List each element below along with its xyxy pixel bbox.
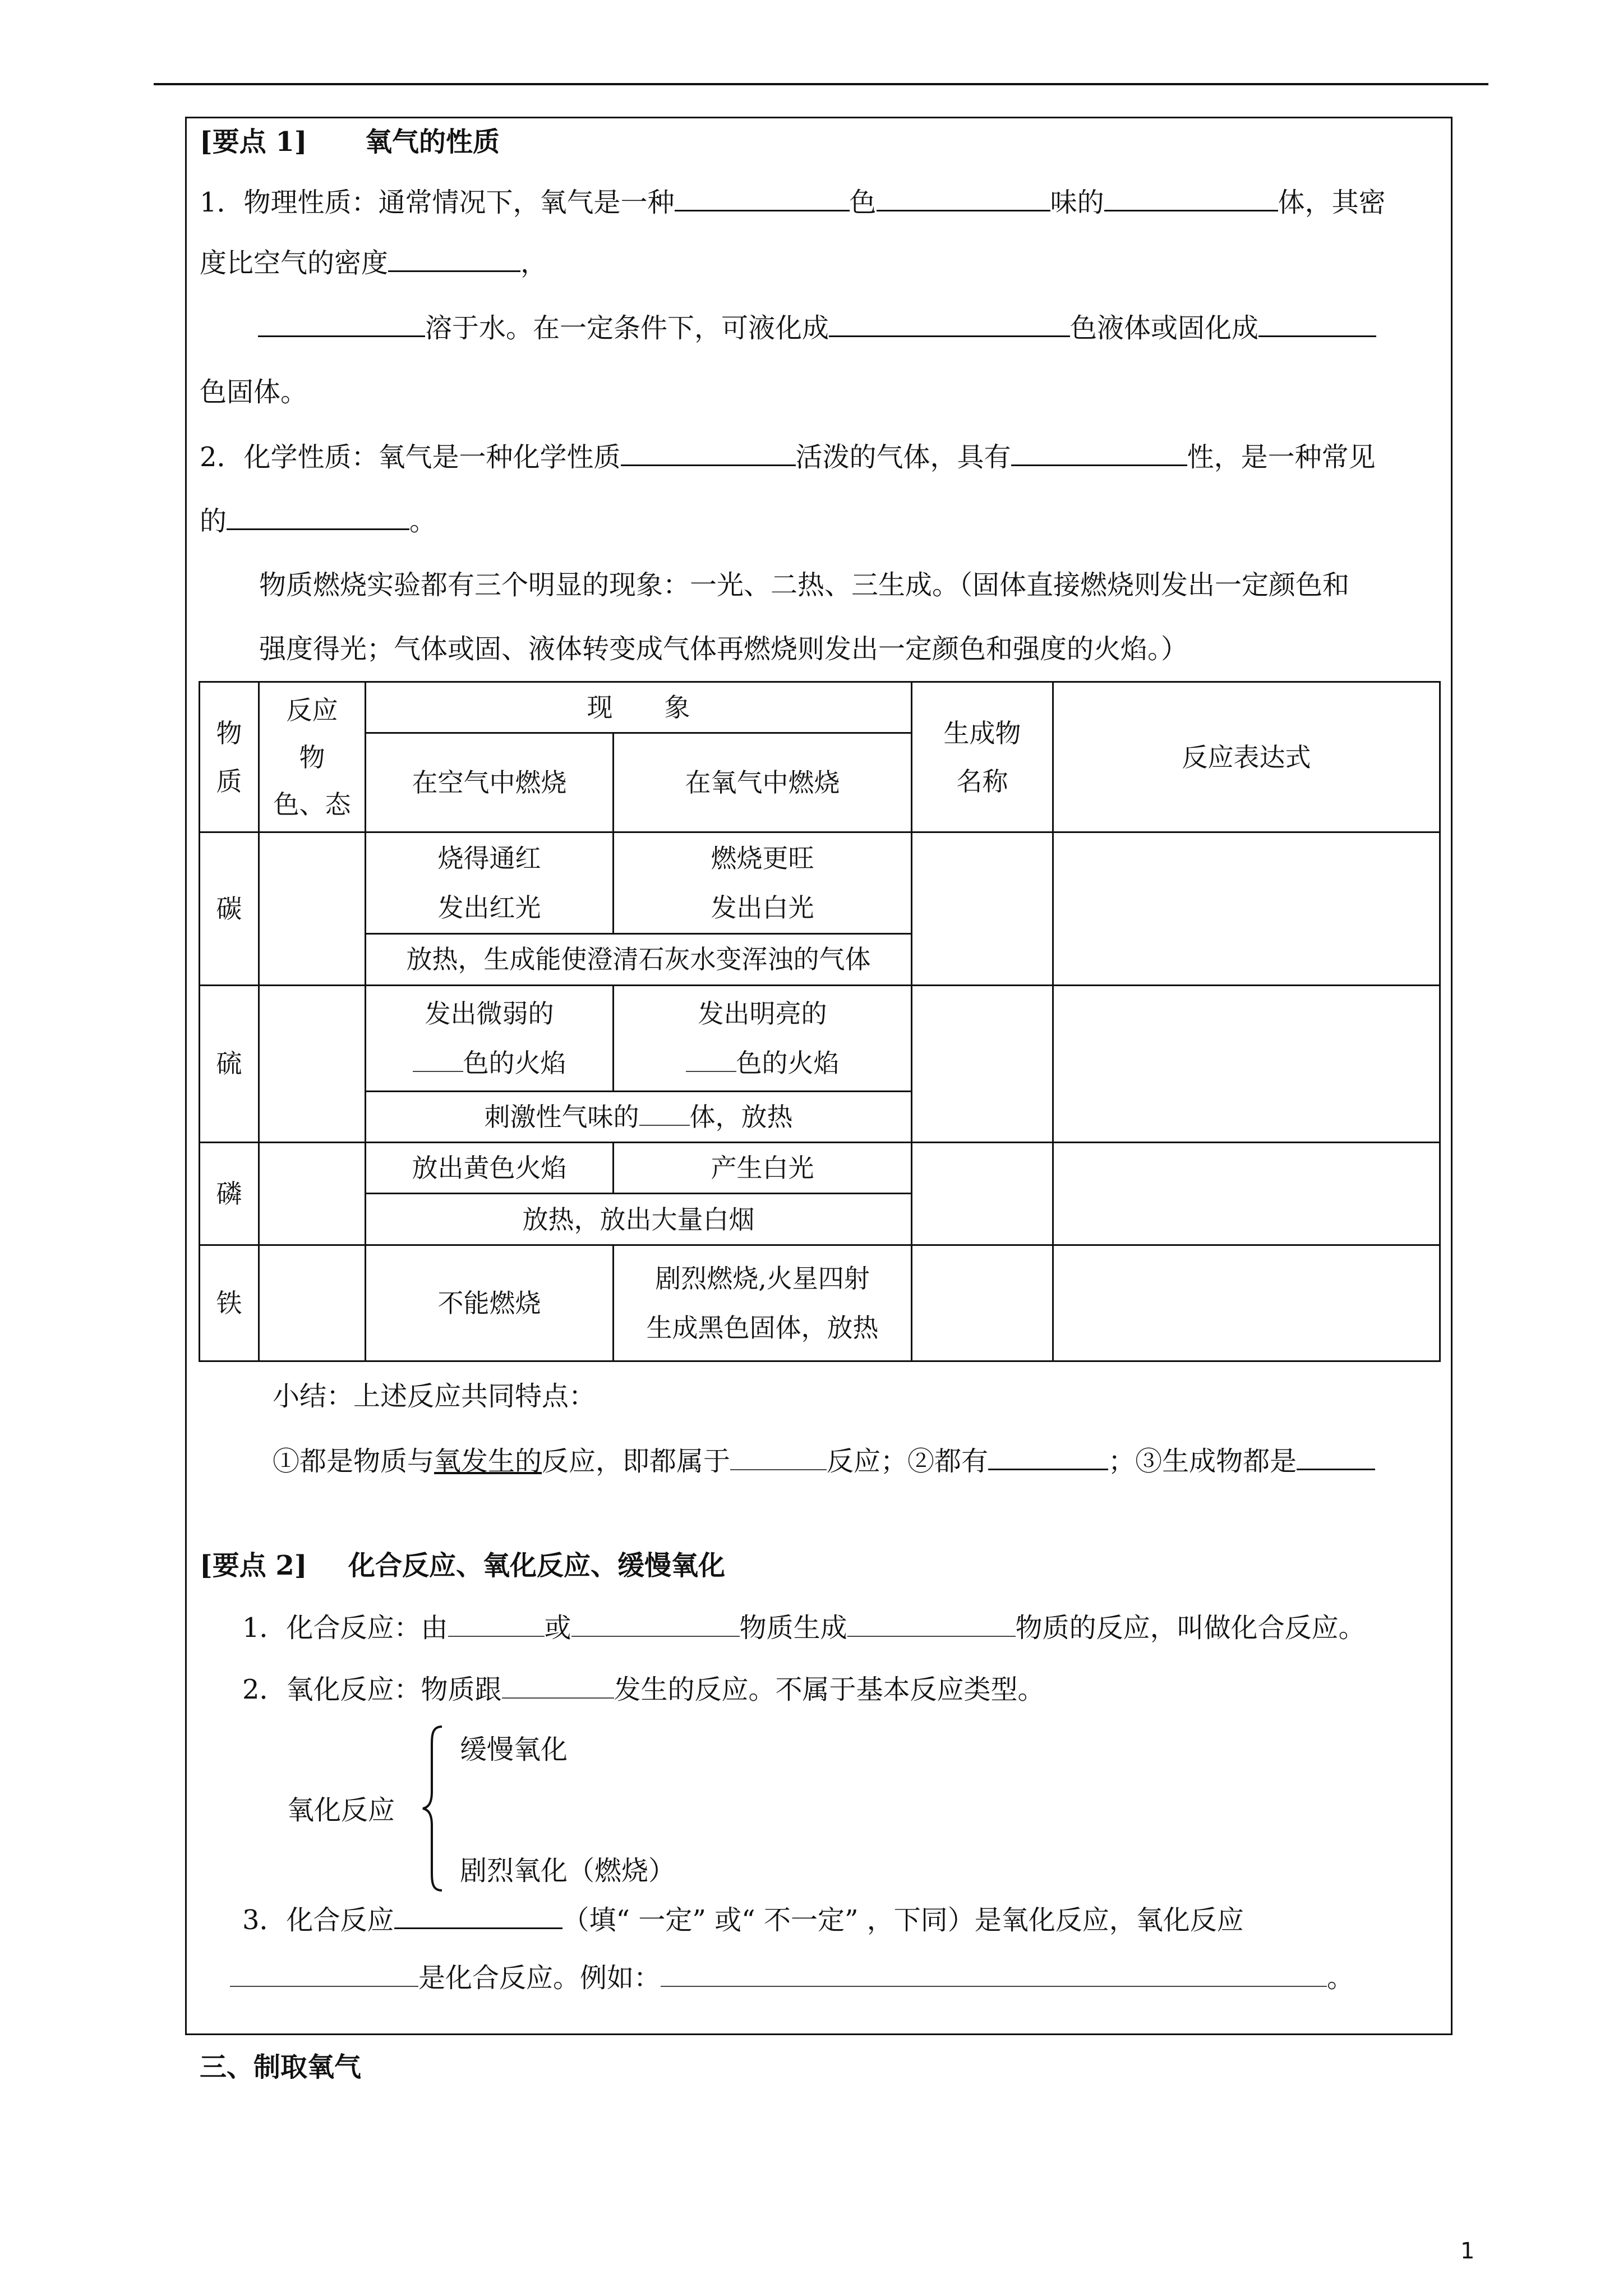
summary-text-d: 反应；②都有: [827, 1446, 989, 1477]
key1-heading: [200, 126, 500, 158]
table-row-sulfur: [200, 985, 1440, 1091]
blank-color[interactable]: [675, 185, 850, 211]
oxidation-types-label: 氧化反应: [287, 1795, 395, 1826]
carbon-reactant-cell[interactable]: [259, 832, 366, 985]
header-substance: 物 质: [200, 682, 259, 832]
iron-product-cell[interactable]: [912, 1245, 1053, 1361]
summary-title: 小结：上述反应共同特点：: [273, 1381, 596, 1412]
blank-density[interactable]: [388, 246, 520, 272]
chemical-text-1b: 活泼的气体，具有: [795, 441, 1011, 473]
relation-text-c: 是化合反应。例如：: [418, 1962, 661, 1994]
iron-oxygen: 剧烈燃烧,火星四射 生成黑色固体，放热: [614, 1245, 912, 1361]
blank-state[interactable]: [1104, 185, 1278, 211]
blank-example[interactable]: [661, 1961, 1327, 1987]
header-in-oxygen: 在氧气中燃烧: [614, 733, 912, 832]
physical-text-3a: 溶于水。在一定条件下，可液化成: [425, 312, 829, 344]
phosphorus-air: 放出黄色火焰: [366, 1143, 614, 1194]
combination-text-a: 1．化合反应：由: [242, 1612, 448, 1644]
carbon-name: 碳: [200, 832, 259, 985]
blank-oxidation[interactable]: [502, 1673, 614, 1699]
combination-text-c: 物质生成: [739, 1612, 847, 1644]
section3-heading: 三、制取氧气: [200, 2051, 362, 2083]
relation-text-d: 。: [1327, 1962, 1354, 1994]
relation-line-1: [242, 1903, 1244, 1936]
summary-text-a: ①都是物质与: [273, 1446, 435, 1477]
header-phenomenon: 现 象: [366, 682, 912, 733]
header-expression: 反应表达式: [1053, 682, 1440, 832]
oxidation-line: [242, 1673, 1045, 1706]
key2-heading: [200, 1549, 725, 1582]
blank-relation-2[interactable]: [230, 1961, 418, 1987]
sulfur-oxygen: 发出明亮的 色的火焰: [614, 985, 912, 1091]
chemical-line-2: [200, 504, 436, 537]
table-row-carbon: [200, 832, 1440, 934]
physical-text-1d: 体，其密: [1278, 187, 1386, 218]
blank-combination-2[interactable]: [571, 1611, 740, 1637]
header-in-air: 在空气中燃烧: [366, 733, 614, 832]
combustion-table: [199, 681, 1441, 1362]
sulfur-name: 硫: [200, 985, 259, 1142]
carbon-oxygen: 燃烧更旺 发出白光: [614, 832, 912, 934]
blank-combination-3[interactable]: [847, 1611, 1016, 1637]
combination-text-b: 或: [544, 1612, 571, 1644]
table-row-iron: [200, 1245, 1440, 1361]
sulfur-air: 发出微弱的 色的火焰: [366, 985, 614, 1091]
blank-sulfur-oxygen-color[interactable]: [686, 1046, 736, 1072]
fast-oxidation: 剧烈氧化（燃烧）: [460, 1855, 676, 1887]
oxidation-text-b: 发生的反应。不属于基本反应类型。: [614, 1674, 1045, 1705]
summary-text-b: 氧发生的: [434, 1446, 542, 1477]
slow-oxidation: 缓慢氧化: [460, 1734, 568, 1765]
curly-brace-icon: [422, 1724, 444, 1893]
combustion-note-2: 强度得光；气体或固、液体转变成气体再燃烧则发出一定颜色和强度的火焰。）: [259, 633, 1188, 665]
chemical-text-1a: 2．化学性质：氧气是一种化学性质: [200, 441, 621, 473]
physical-line-2: [200, 246, 547, 279]
blank-liquid-color[interactable]: [829, 311, 1070, 337]
table-row-phosphorus: [200, 1143, 1440, 1194]
summary-text-c: 反应，即都属于: [542, 1446, 731, 1477]
blank-sulfur-air-color[interactable]: [413, 1046, 463, 1072]
phosphorus-common: 放热，放出大量白烟: [366, 1194, 912, 1245]
sulfur-product-cell[interactable]: [912, 985, 1053, 1142]
carbon-common: 放热，生成能使澄清石灰水变浑浊的气体: [366, 934, 912, 985]
blank-combination-1[interactable]: [448, 1611, 545, 1637]
relation-text-a: 3．化合反应: [242, 1904, 394, 1936]
blank-solubility[interactable]: [258, 311, 425, 337]
relation-line-2: [230, 1961, 1354, 1994]
chemical-text-1c: 性，是一种常见: [1187, 441, 1376, 473]
blank-product-type[interactable]: [1297, 1444, 1375, 1470]
carbon-product-cell[interactable]: [912, 832, 1053, 985]
sulfur-reactant-cell[interactable]: [259, 985, 366, 1142]
phosphorus-reactant-cell[interactable]: [259, 1143, 366, 1245]
sulfur-common: 刺激性气味的 体，放热: [366, 1091, 912, 1142]
iron-expression-cell[interactable]: [1053, 1245, 1440, 1361]
key2-title: [要点 2]: [200, 1550, 307, 1581]
sulfur-expression-cell[interactable]: [1053, 985, 1440, 1142]
blank-relation-1[interactable]: [394, 1903, 562, 1929]
physical-text-3b: 色液体或固化成: [1070, 312, 1259, 344]
blank-odor[interactable]: [877, 185, 1050, 211]
physical-text-1c: 味的: [1050, 187, 1104, 218]
combustion-note-1: 物质燃烧实验都有三个明显的现象：一光、二热、三生成。（固体直接燃烧则发出一定颜色和: [259, 569, 1350, 601]
blank-sulfur-gas[interactable]: [639, 1100, 690, 1126]
top-rule: [154, 83, 1488, 85]
phosphorus-oxygen: 产生白光: [614, 1143, 912, 1194]
combination-text-d: 物质的反应，叫做化合反应。: [1015, 1612, 1366, 1644]
physical-text-2b: ，: [520, 247, 548, 279]
phosphorus-product-cell[interactable]: [912, 1143, 1053, 1245]
carbon-air: 烧得通红 发出红光: [366, 832, 614, 934]
chemical-line-1: [200, 440, 1376, 473]
table-header-row-1: [200, 682, 1440, 733]
physical-text-2a: 度比空气的密度: [200, 247, 389, 279]
iron-air: 不能燃烧: [366, 1245, 614, 1361]
page-number: 1: [1460, 2238, 1475, 2264]
blank-oxidant[interactable]: [227, 504, 409, 530]
carbon-expression-cell[interactable]: [1053, 832, 1440, 985]
iron-reactant-cell[interactable]: [259, 1245, 366, 1361]
key1-title: [要点 1]: [200, 126, 307, 158]
summary-line: [273, 1444, 1375, 1478]
blank-common-feature[interactable]: [988, 1444, 1108, 1470]
physical-line-3: [258, 311, 1376, 344]
physical-line-4: 色固体。: [200, 376, 308, 408]
iron-name: 铁: [200, 1245, 259, 1361]
key1-subtitle: 氧气的性质: [365, 126, 500, 158]
header-reactant: 反应 物 色、态: [259, 682, 366, 832]
chemical-text-2a: 的: [200, 505, 227, 537]
physical-text-1b: 色: [849, 187, 877, 218]
physical-text-1a: 1．物理性质：通常情况下，氧气是一种: [200, 187, 675, 218]
physical-line-1: [200, 185, 1386, 219]
header-product: 生成物 名称: [912, 682, 1053, 832]
oxidation-text-a: 2．氧化反应：物质跟: [242, 1674, 502, 1705]
blank-property[interactable]: [1011, 440, 1187, 466]
phosphorus-name: 磷: [200, 1143, 259, 1245]
key2-subtitle: 化合反应、氧化反应、缓慢氧化: [348, 1550, 725, 1581]
relation-text-b: （填“ 一定” 或“ 不一定” ，下同）是氧化反应，氧化反应: [562, 1904, 1244, 1936]
phosphorus-expression-cell[interactable]: [1053, 1143, 1440, 1245]
chemical-text-2b: 。: [409, 505, 437, 537]
blank-reaction-type[interactable]: [730, 1444, 827, 1470]
blank-solid-color[interactable]: [1258, 311, 1376, 337]
blank-activity[interactable]: [621, 440, 796, 466]
combination-line: [242, 1611, 1366, 1644]
summary-text-e: ；③生成物都是: [1108, 1446, 1297, 1477]
